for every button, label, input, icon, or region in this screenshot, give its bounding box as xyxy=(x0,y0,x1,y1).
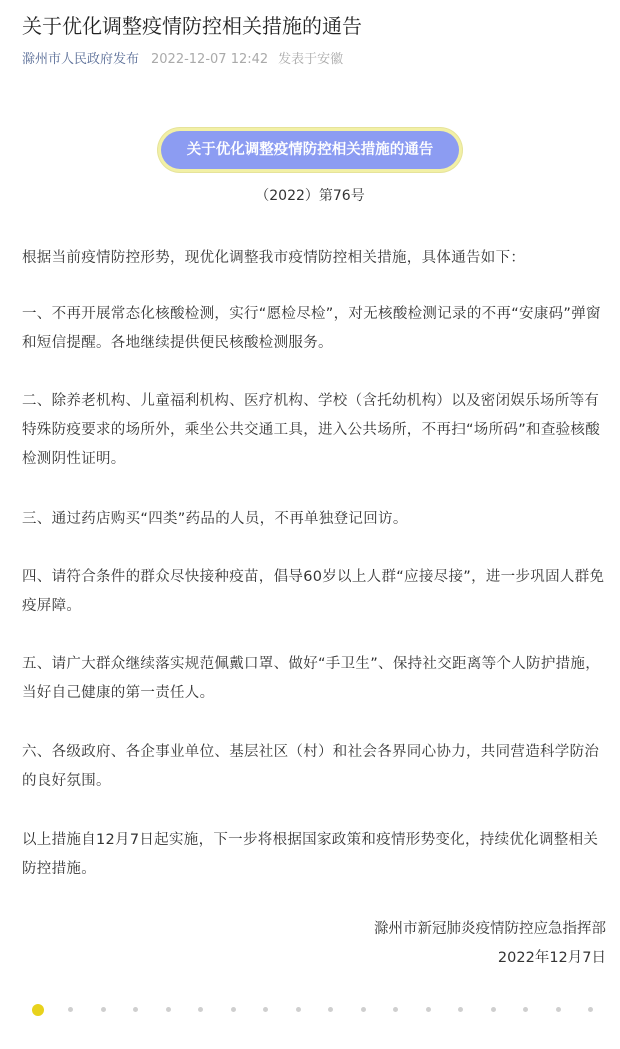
author-link[interactable]: 滁州市人民政府发布 xyxy=(22,52,140,67)
notice-item-4: 四、请符合条件的群众尽快接种疫苗，倡导60岁以上人群“应接尽接”，进一步巩固人群免疫屏障。 xyxy=(22,569,605,614)
carousel-dot[interactable] xyxy=(361,1007,366,1012)
notice-item-2: 二、除养老机构、儿童福利机构、医疗机构、学校（含托幼机构）以及密闭娱乐场所等有特殊防疫要求的场所外，乘坐公共交通工具，进入公共场所，不再扫“场所码”和查验核酸检测阴性证明。 xyxy=(22,393,601,467)
document-number: （2022）第76号 xyxy=(255,188,365,204)
carousel-dot[interactable] xyxy=(68,1007,73,1012)
notice-item-1: 一、不再开展常态化核酸检测，实行“愿检尽检”，对无核酸检测记录的不再“安康码”弹窗和短信提醒。各地继续提供便民核酸检测服务。 xyxy=(22,306,601,351)
carousel-dot[interactable] xyxy=(263,1007,268,1012)
carousel-dot[interactable] xyxy=(523,1007,528,1012)
carousel-dot[interactable] xyxy=(133,1007,138,1012)
carousel-dot[interactable] xyxy=(328,1007,333,1012)
notice-intro: 根据当前疫情防控形势，现优化调整我市疫情防控相关措施，具体通告如下： xyxy=(22,250,526,266)
carousel-dot[interactable] xyxy=(296,1007,301,1012)
carousel-dot[interactable] xyxy=(491,1007,496,1012)
carousel-dot-active[interactable] xyxy=(32,1004,44,1016)
carousel-dot[interactable] xyxy=(101,1007,106,1012)
carousel-dot[interactable] xyxy=(198,1007,203,1012)
publish-time: 2022-12-07 12:42 xyxy=(151,52,269,67)
notice-banner-wrap xyxy=(0,128,620,174)
notice-item-6: 六、各级政府、各企事业单位、基层社区（村）和社会各界同心协力，共同营造科学防治的良好氛围。 xyxy=(22,744,600,789)
carousel-dot[interactable] xyxy=(231,1007,236,1012)
carousel-dot[interactable] xyxy=(166,1007,171,1012)
carousel-dot[interactable] xyxy=(458,1007,463,1012)
notice-item-3: 三、通过药店购买“四类”药品的人员，不再单独登记回访。 xyxy=(22,511,408,527)
notice-closing: 以上措施自12月7日起实施，下一步将根据国家政策和疫情形势变化，持续优化调整相关防控措施。 xyxy=(22,832,599,877)
carousel-dot[interactable] xyxy=(393,1007,398,1012)
article-meta xyxy=(22,50,343,70)
notice-banner: 关于优化调整疫情防控相关措施的通告 xyxy=(161,131,460,169)
carousel-dot[interactable] xyxy=(426,1007,431,1012)
article-title: 关于优化调整疫情防控相关措施的通告 xyxy=(22,14,362,38)
carousel-dot[interactable] xyxy=(588,1007,593,1012)
publish-location: 发表于安徽 xyxy=(278,52,344,67)
notice-date: 2022年12月7日 xyxy=(497,950,606,966)
carousel-dot[interactable] xyxy=(556,1007,561,1012)
notice-signature: 滁州市新冠肺炎疫情防控应急指挥部 xyxy=(374,921,606,937)
notice-item-5: 五、请广大群众继续落实规范佩戴口罩、做好“手卫生”、保持社交距离等个人防护措施，当好自己健康的第一责任人。 xyxy=(22,656,601,701)
